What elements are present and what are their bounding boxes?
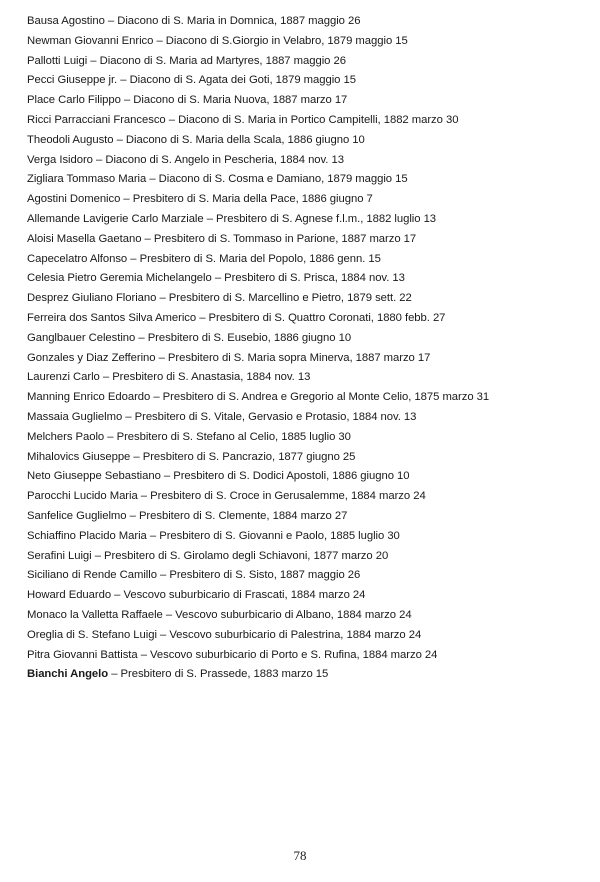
entry-name: Desprez Giuliano Floriano: [27, 292, 157, 305]
list-item: [27, 151, 587, 171]
list-item: [27, 329, 587, 349]
entry-name: Aloisi Masella Gaetano: [27, 232, 142, 245]
entry-name: Capecelatro Alfonso: [27, 252, 128, 265]
list-item: [27, 566, 587, 586]
entry-details: – Presbitero di S. Girolamo degli Schiavoni, 1877 marzo 20: [91, 549, 389, 562]
entry-name: Melchers Paolo: [27, 430, 105, 443]
list-item: [27, 269, 587, 289]
list-item: [27, 428, 587, 448]
entry-name: Gonzales y Diaz Zefferino: [27, 351, 156, 364]
entry-name: Agostini Domenico: [27, 193, 121, 206]
entry-details: – Presbitero di S. Andrea e Gregorio al Monte Celio, 1875 marzo 31: [150, 391, 490, 404]
list-item: [27, 91, 587, 111]
entry-details: – Presbitero di S. Croce in Gerusalemme, 1884 marzo 24: [137, 490, 426, 503]
entry-details: – Presbitero di S. Marcellino e Pietro, 1879 sett. 22: [156, 292, 412, 305]
entry-name: Ganglbauer Celestino: [27, 331, 136, 344]
list-item: [27, 71, 587, 91]
cardinal-list: [27, 12, 587, 685]
entry-details: – Presbitero di S. Anastasia, 1884 nov. 13: [99, 371, 311, 384]
entry-name: Celesia Pietro Geremia Michelangelo: [27, 272, 212, 285]
entry-details: – Vescovo suburbicario di Palestrina, 1884 marzo 24: [156, 628, 422, 641]
list-item: [27, 507, 587, 527]
list-item: [27, 547, 587, 567]
entry-details: – Diacono di S. Maria della Scala, 1886 giugno 10: [113, 133, 365, 146]
entry-name: Massaia Guglielmo: [27, 410, 123, 423]
entry-details: – Presbitero di S. Prisca, 1884 nov. 13: [211, 272, 405, 285]
entry-details: – Presbitero di S. Stefano al Celio, 1885 luglio 30: [104, 430, 351, 443]
entry-details: – Diacono di S. Maria Nuova, 1887 marzo 17: [120, 94, 348, 107]
list-item: [27, 467, 587, 487]
entry-name: Laurenzi Carlo: [27, 371, 100, 384]
entry-name: Manning Enrico Edoardo: [27, 391, 151, 404]
page-number: 78: [293, 848, 307, 863]
entry-name: Parocchi Lucido Maria: [27, 490, 138, 503]
entry-name: Monaco la Valletta Raffaele: [27, 608, 163, 621]
entry-name: Neto Giuseppe Sebastiano: [27, 470, 161, 483]
entry-details: – Presbitero di S. Dodici Apostoli, 1886 giugno 10: [160, 470, 410, 483]
list-item: [27, 210, 587, 230]
entry-name: Schiaffino Placido Maria: [27, 529, 147, 542]
entry-name: Place Carlo Filippo: [27, 94, 121, 107]
entry-name: Allemande Lavigerie Carlo Marziale: [27, 212, 204, 225]
entry-details: – Diacono di S. Cosma e Damiano, 1879 maggio 15: [146, 173, 408, 186]
list-item: [27, 527, 587, 547]
entry-name: Mihalovics Giuseppe: [27, 450, 131, 463]
entry-details: – Presbitero di S. Quattro Coronati, 1880 febb. 27: [196, 311, 446, 324]
entry-details: – Diacono di S.Giorgio in Velabro, 1879 maggio 15: [153, 34, 408, 47]
entry-name: Zigliara Tommaso Maria: [27, 173, 147, 186]
list-item: [27, 626, 587, 646]
entry-details: – Presbitero di S. Clemente, 1884 marzo 27: [126, 509, 348, 522]
entry-name: Pitra Giovanni Battista: [27, 648, 138, 661]
list-item: [27, 170, 587, 190]
entry-details: – Presbitero di S. Maria sopra Minerva, 1887 marzo 17: [155, 351, 431, 364]
entry-details: – Presbitero di S. Tommaso in Parione, 1887 marzo 17: [141, 232, 417, 245]
entry-name: Pallotti Luigi: [27, 54, 88, 67]
entry-name: Howard Eduardo: [27, 589, 112, 602]
list-item: [27, 12, 587, 32]
entry-details: – Presbitero di S. Pancrazio, 1877 giugno 25: [130, 450, 356, 463]
entry-details: – Presbitero di S. Maria del Popolo, 1886 genn. 15: [127, 252, 381, 265]
entry-name: Verga Isidoro: [27, 153, 93, 166]
entry-details: – Presbitero di S. Eusebio, 1886 giugno 10: [135, 331, 352, 344]
entry-details: – Presbitero di S. Giovanni e Paolo, 1885 luglio 30: [146, 529, 400, 542]
entry-name: Siciliano di Rende Camillo: [27, 569, 157, 582]
entry-details: – Vescovo suburbicario di Porto e S. Rufina, 1884 marzo 24: [137, 648, 438, 661]
entry-name: Theodoli Augusto: [27, 133, 114, 146]
list-item: [27, 32, 587, 52]
list-item: [27, 606, 587, 626]
entry-details: – Diacono di S. Agata dei Goti, 1879 maggio 15: [117, 74, 356, 87]
list-item: [27, 52, 587, 72]
list-item: [27, 448, 587, 468]
list-item: [27, 388, 587, 408]
entry-name: Ricci Parracciani Francesco: [27, 113, 166, 126]
entry-details: – Diacono di S. Maria ad Martyres, 1887 maggio 26: [87, 54, 346, 67]
list-item: [27, 586, 587, 606]
list-item: [27, 131, 587, 151]
entry-details: – Presbitero di S. Agnese f.l.m., 1882 luglio 13: [203, 212, 437, 225]
entry-name: Bianchi Angelo: [27, 668, 109, 681]
entry-name: Oreglia di S. Stefano Luigi: [27, 628, 157, 641]
list-item: [27, 349, 587, 369]
list-item: [27, 190, 587, 210]
list-item: [27, 487, 587, 507]
list-item: [27, 230, 587, 250]
list-item: [27, 289, 587, 309]
entry-details: – Presbitero di S. Maria della Pace, 1886 giugno 7: [120, 193, 373, 206]
list-item: [27, 408, 587, 428]
entry-name: Bausa Agostino: [27, 15, 105, 27]
entry-details: – Presbitero di S. Prassede, 1883 marzo 15: [108, 668, 329, 681]
entry-details: – Presbitero di S. Vitale, Gervasio e Protasio, 1884 nov. 13: [122, 410, 417, 423]
entry-details: – Vescovo suburbicario di Frascati, 1884 marzo 24: [111, 589, 366, 602]
entry-details: – Diacono di S. Maria in Domnica, 1887 maggio 26: [104, 15, 361, 27]
entry-name: Serafini Luigi: [27, 549, 92, 562]
entry-details: – Vescovo suburbicario di Albano, 1884 marzo 24: [162, 608, 412, 621]
entry-details: – Diacono di S. Maria in Portico Campitelli, 1882 marzo 30: [165, 113, 459, 126]
list-item: [27, 665, 587, 685]
list-item: [27, 368, 587, 388]
list-item: [27, 250, 587, 270]
entry-name: Newman Giovanni Enrico: [27, 34, 154, 47]
entry-name: Pecci Giuseppe jr.: [27, 74, 118, 87]
entry-details: – Presbitero di S. Sisto, 1887 maggio 26: [156, 569, 361, 582]
entry-name: Ferreira dos Santos Silva Americo: [27, 311, 197, 324]
entry-name: Sanfelice Guglielmo: [27, 509, 127, 522]
entry-details: – Diacono di S. Angelo in Pescheria, 1884 nov. 13: [92, 153, 344, 166]
list-item: [27, 309, 587, 329]
list-item: [27, 111, 587, 131]
list-item: [27, 646, 587, 666]
